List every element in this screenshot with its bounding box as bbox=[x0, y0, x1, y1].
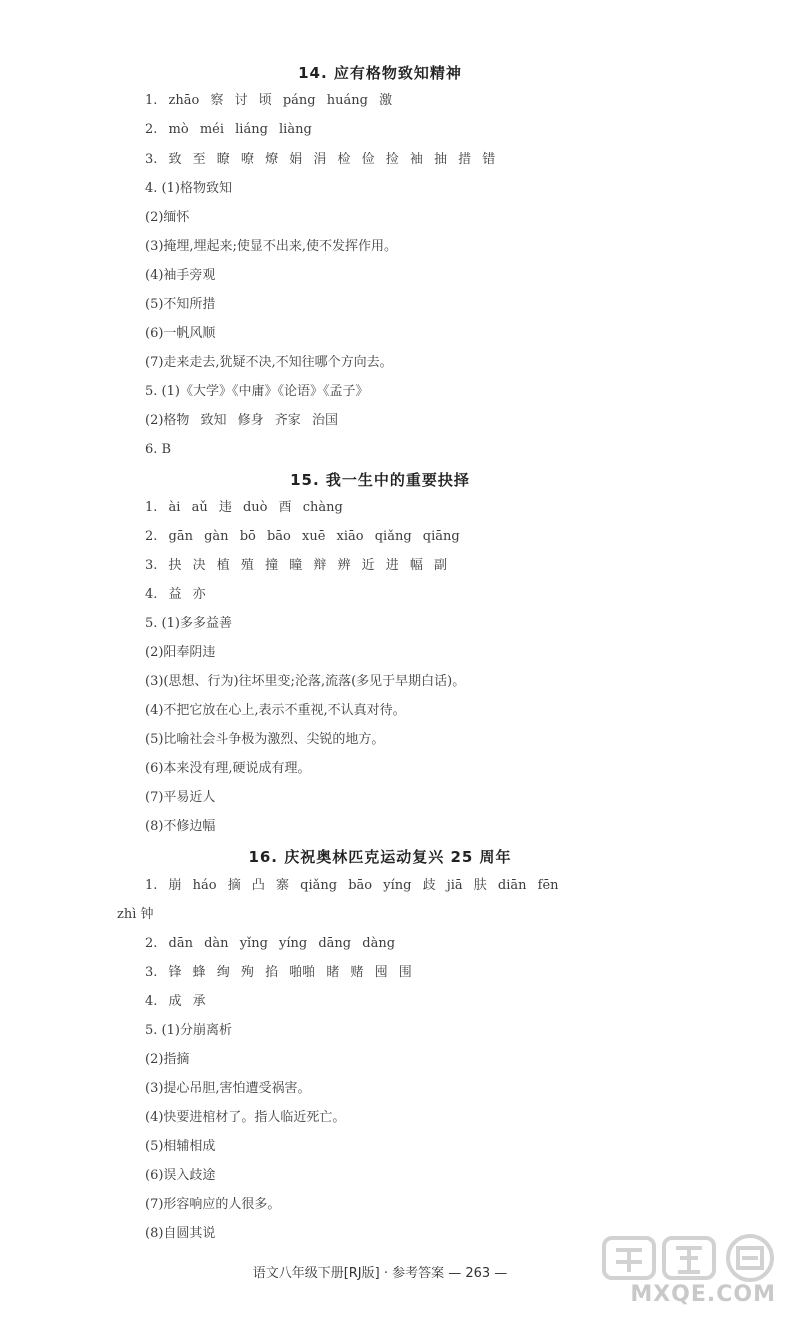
watermark-site: MXQE.COM bbox=[630, 1282, 776, 1307]
section-title-16: 16. 庆祝奥林匹克运动复兴 25 周年 bbox=[248, 848, 512, 866]
answer-line: 4. 成 承 bbox=[145, 994, 206, 1009]
answer-line: 5. (1)分崩离析 bbox=[145, 1023, 232, 1038]
answer-line: (7)平易近人 bbox=[145, 790, 216, 805]
section-title-15: 15. 我一生中的重要抉择 bbox=[290, 471, 470, 489]
answer-line: 1. ài aǔ 违 duò 酉 chàng bbox=[145, 500, 343, 515]
answer-line: 5. (1)《大学》《中庸》《论语》《孟子》 bbox=[145, 384, 369, 399]
answer-line: 6. B bbox=[145, 442, 172, 457]
answer-line: (2)缅怀 bbox=[145, 210, 190, 225]
answer-line: 1. zhāo 察 讨 顷 páng huáng 激 bbox=[145, 93, 393, 108]
answer-line: (3)掩埋,埋起来;使显不出来,使不发挥作用。 bbox=[145, 239, 398, 254]
section-title-14: 14. 应有格物致知精神 bbox=[298, 64, 462, 82]
answer-line: 3. 锋 蜂 绚 殉 掐 啪啪 睹 赌 囤 围 bbox=[145, 965, 412, 980]
answer-line: 2. dān dàn yǐng yíng dāng dàng bbox=[145, 936, 396, 951]
answer-line: (5)不知所措 bbox=[145, 297, 216, 312]
page-footer: 语文八年级下册[RJ版] · 参考答案 — 263 — bbox=[252, 1266, 508, 1281]
answer-line-continued: zhì 钟 bbox=[117, 907, 154, 922]
answer-line: 3. 抉 决 植 殖 撞 瞳 辩 辨 近 进 幅 副 bbox=[145, 558, 447, 573]
answer-line: (4)不把它放在心上,表示不重视,不认真对待。 bbox=[145, 703, 406, 718]
answer-line: 3. 致 至 瞭 嘹 燎 娟 涓 检 俭 捡 袖 抽 措 错 bbox=[145, 152, 496, 167]
answer-line: (2)阳奉阴违 bbox=[145, 645, 216, 660]
answer-line: (5)相辅相成 bbox=[145, 1139, 216, 1154]
answer-line: (5)比喻社会斗争极为激烈、尖锐的地方。 bbox=[145, 732, 385, 747]
answer-line: (4)快要进棺材了。指人临近死亡。 bbox=[145, 1110, 346, 1125]
answer-line: (6)一帆风顺 bbox=[145, 326, 216, 341]
answer-line: (6)误入歧途 bbox=[145, 1168, 216, 1183]
answer-line: 1. 崩 háo 摘 凸 寨 qiǎng bāo yíng 歧 jiā 肤 diān fēn bbox=[145, 878, 559, 893]
answer-line: (8)不修边幅 bbox=[145, 819, 216, 834]
answer-line: (3)提心吊胆,害怕遭受祸害。 bbox=[145, 1081, 311, 1096]
answer-line: (2)格物 致知 修身 齐家 治国 bbox=[145, 413, 338, 428]
answer-line: (7)走来走去,犹疑不决,不知往哪个方向去。 bbox=[145, 355, 393, 370]
answer-line: (8)自圆其说 bbox=[145, 1226, 216, 1241]
answer-line: (4)袖手旁观 bbox=[145, 268, 216, 283]
answer-line: (7)形容响应的人很多。 bbox=[145, 1197, 281, 1212]
answer-line: (3)(思想、行为)往坏里变;沦落,流落(多见于早期白话)。 bbox=[145, 674, 466, 689]
answer-line: 2. mò méi liáng liàng bbox=[145, 122, 312, 137]
answer-line: (6)本来没有理,硬说成有理。 bbox=[145, 761, 311, 776]
answer-line: 4. 益 亦 bbox=[145, 587, 206, 602]
answer-line: 4. (1)格物致知 bbox=[145, 181, 232, 196]
watermark bbox=[602, 1232, 782, 1310]
watermark-logo-icon bbox=[602, 1232, 782, 1282]
answer-line: 5. (1)多多益善 bbox=[145, 616, 232, 631]
answer-line: (2)指摘 bbox=[145, 1052, 190, 1067]
answer-line: 2. gān gàn bō bāo xuē xiāo qiǎng qiāng bbox=[145, 529, 460, 544]
